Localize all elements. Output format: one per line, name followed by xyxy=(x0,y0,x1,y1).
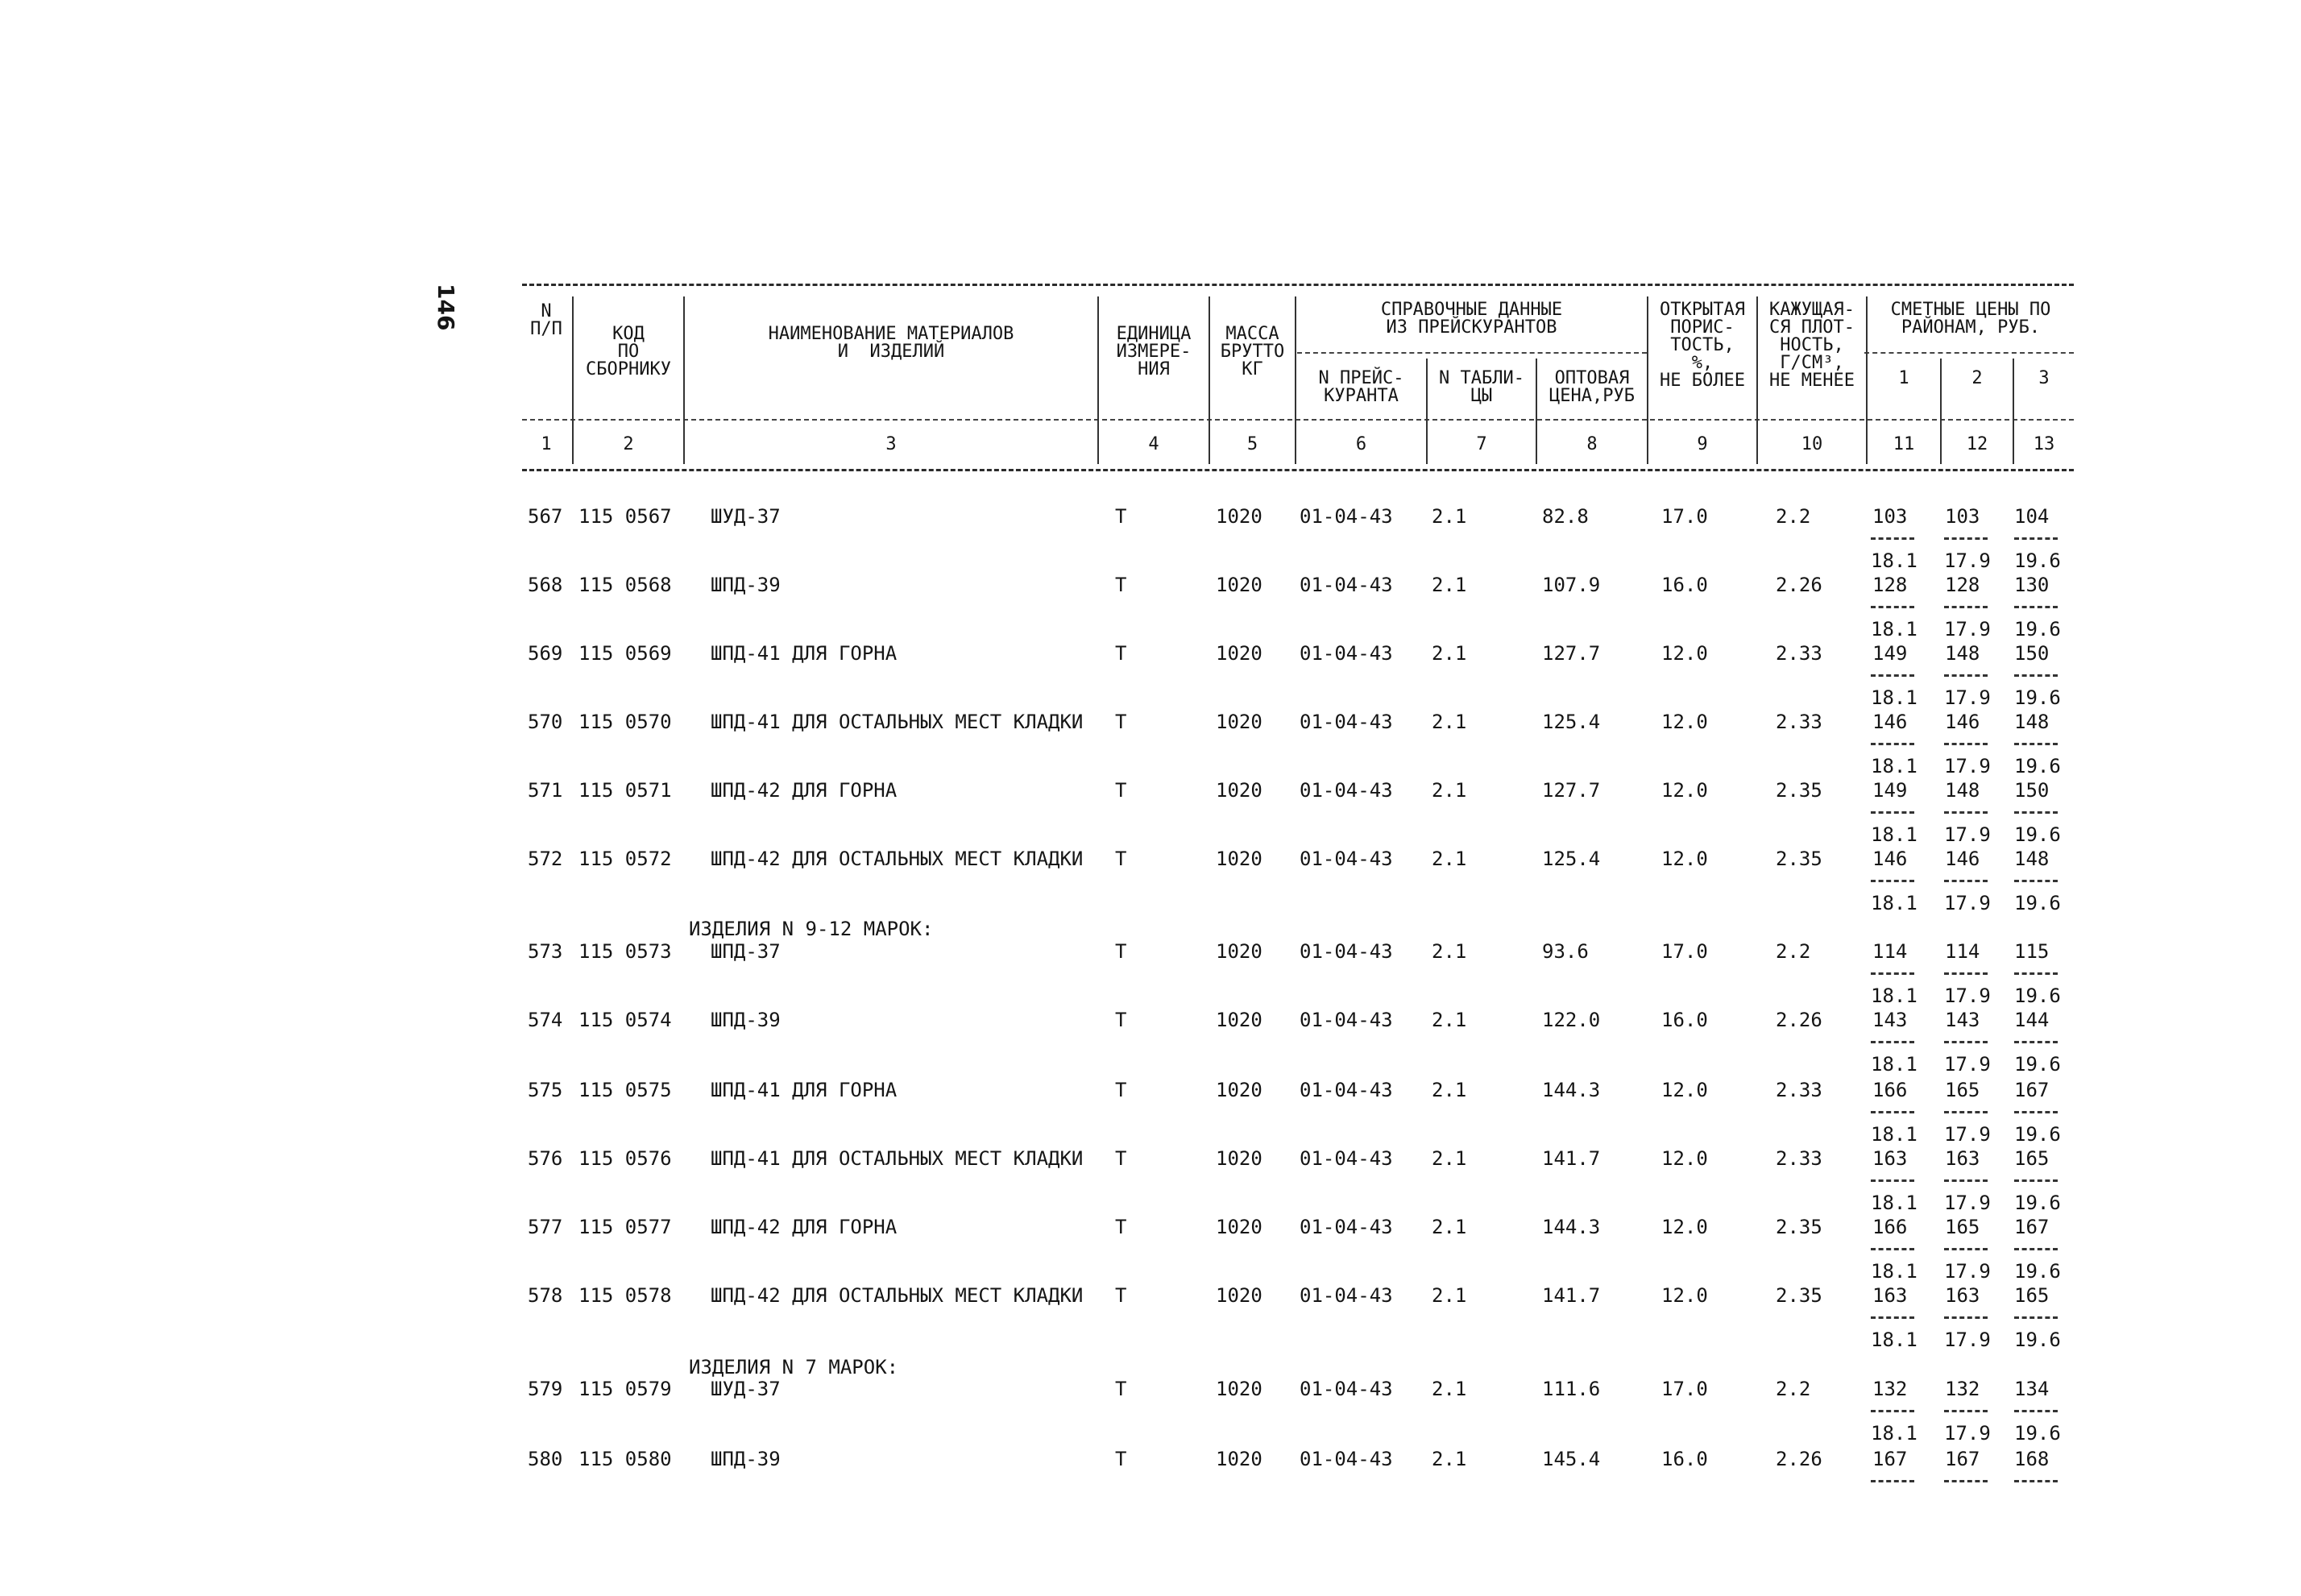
row-number: 570 xyxy=(528,711,563,733)
row-number: 577 xyxy=(528,1216,563,1238)
row-region-coefficient: 17.9 xyxy=(1944,892,1991,914)
row-table-number: 2.1 xyxy=(1432,1216,1467,1238)
row-unit: Т xyxy=(1115,940,1127,963)
row-price-region-1: 149 xyxy=(1872,779,1908,802)
row-unit: Т xyxy=(1115,779,1127,802)
row-porosity: 12.0 xyxy=(1661,642,1708,665)
row-region-coefficient: 19.6 xyxy=(2014,1329,2061,1351)
row-region-coefficient: 17.9 xyxy=(1944,985,1991,1007)
row-wholesale-price: 144.3 xyxy=(1542,1079,1601,1101)
header-col-13: 3 xyxy=(2038,368,2050,388)
column-number: 4 xyxy=(1148,434,1159,454)
header-col-8: ОПТОВАЯ ЦЕНА,РУБ xyxy=(1549,368,1635,406)
row-table-number: 2.1 xyxy=(1432,940,1467,963)
column-number: 6 xyxy=(1355,434,1367,454)
row-wholesale-price: 107.9 xyxy=(1542,574,1601,596)
row-mass: 1020 xyxy=(1216,1009,1262,1031)
row-pricelist-number: 01-04-43 xyxy=(1300,1009,1393,1031)
row-price-region-3: 134 xyxy=(2014,1378,2050,1400)
price-underline xyxy=(1944,537,1988,540)
row-region-coefficient: 17.9 xyxy=(1944,1192,1991,1214)
row-region-coefficient: 19.6 xyxy=(2014,686,2061,709)
header-col-9: ОТКРЫТАЯ ПОРИС- ТОСТЬ, %, НЕ БОЛЕЕ xyxy=(1660,300,1745,391)
price-underline xyxy=(1944,811,1988,814)
row-price-region-1: 103 xyxy=(1872,505,1908,528)
row-price-region-1: 149 xyxy=(1872,642,1908,665)
row-code: 115 0577 xyxy=(578,1216,672,1238)
row-unit: Т xyxy=(1115,1216,1127,1238)
row-pricelist-number: 01-04-43 xyxy=(1300,1378,1393,1400)
row-density: 2.26 xyxy=(1776,1009,1822,1031)
row-porosity: 16.0 xyxy=(1661,1448,1708,1470)
row-unit: Т xyxy=(1115,574,1127,596)
price-underline xyxy=(2014,606,2058,608)
row-table-number: 2.1 xyxy=(1432,1378,1467,1400)
header-col-12: 2 xyxy=(1971,368,1983,388)
row-unit: Т xyxy=(1115,1147,1127,1170)
header-sub-rule-ref xyxy=(1297,352,1647,354)
row-unit: Т xyxy=(1115,1079,1127,1101)
column-number: 5 xyxy=(1246,434,1258,454)
row-region-coefficient: 18.1 xyxy=(1871,686,1918,709)
price-underline xyxy=(1871,811,1914,814)
row-region-coefficient: 17.9 xyxy=(1944,1123,1991,1146)
row-region-coefficient: 18.1 xyxy=(1871,618,1918,640)
price-underline xyxy=(1871,1111,1914,1113)
row-region-coefficient: 19.6 xyxy=(2014,823,2061,846)
header-col-3: НАИМЕНОВАНИЕ МАТЕРИАЛОВ И ИЗДЕЛИЙ xyxy=(768,324,1014,362)
row-price-region-2: 114 xyxy=(1945,940,1980,963)
row-number: 576 xyxy=(528,1147,563,1170)
row-porosity: 16.0 xyxy=(1661,1009,1708,1031)
row-region-coefficient: 18.1 xyxy=(1871,823,1918,846)
row-wholesale-price: 125.4 xyxy=(1542,711,1601,733)
row-mass: 1020 xyxy=(1216,1079,1262,1101)
row-number: 574 xyxy=(528,1009,563,1031)
row-pricelist-number: 01-04-43 xyxy=(1300,574,1393,596)
row-price-region-3: 144 xyxy=(2014,1009,2050,1031)
price-underline xyxy=(2014,1041,2058,1043)
row-number: 571 xyxy=(528,779,563,802)
row-region-coefficient: 18.1 xyxy=(1871,549,1918,572)
row-price-region-2: 148 xyxy=(1945,642,1980,665)
row-price-region-2: 165 xyxy=(1945,1079,1980,1101)
row-density: 2.26 xyxy=(1776,574,1822,596)
price-underline xyxy=(2014,880,2058,882)
column-number: 2 xyxy=(623,434,634,454)
price-underline xyxy=(1871,972,1914,975)
row-unit: Т xyxy=(1115,1284,1127,1307)
row-region-coefficient: 19.6 xyxy=(2014,1053,2061,1076)
row-wholesale-price: 125.4 xyxy=(1542,848,1601,870)
row-pricelist-number: 01-04-43 xyxy=(1300,779,1393,802)
row-wholesale-price: 111.6 xyxy=(1542,1378,1601,1400)
row-price-region-3: 167 xyxy=(2014,1216,2050,1238)
row-density: 2.33 xyxy=(1776,642,1822,665)
header-col-7: N ТАБЛИ- ЦЫ xyxy=(1439,368,1524,406)
price-underline xyxy=(2014,674,2058,677)
header-bottom-rule xyxy=(522,469,2074,471)
row-material-name: ШПД-39 xyxy=(711,574,781,596)
row-density: 2.2 xyxy=(1776,940,1811,963)
row-price-region-1: 114 xyxy=(1872,940,1908,963)
row-wholesale-price: 141.7 xyxy=(1542,1284,1601,1307)
row-material-name: ШПД-39 xyxy=(711,1009,781,1031)
row-code: 115 0573 xyxy=(578,940,672,963)
row-region-coefficient: 17.9 xyxy=(1944,618,1991,640)
row-region-coefficient: 17.9 xyxy=(1944,1260,1991,1283)
header-col-6-8: СПРАВОЧНЫЕ ДАННЫЕ ИЗ ПРЕЙСКУРАНТОВ xyxy=(1380,300,1563,338)
row-region-coefficient: 19.6 xyxy=(2014,1260,2061,1283)
row-table-number: 2.1 xyxy=(1432,1009,1467,1031)
header-col-11-13: СМЕТНЫЕ ЦЕНЫ ПО РАЙОНАМ, РУБ. xyxy=(1890,300,2051,338)
row-unit: Т xyxy=(1115,1378,1127,1400)
price-underline xyxy=(2014,972,2058,975)
row-pricelist-number: 01-04-43 xyxy=(1300,1448,1393,1470)
row-pricelist-number: 01-04-43 xyxy=(1300,711,1393,733)
section-header: ИЗДЕЛИЯ N 9-12 МАРОК: xyxy=(689,918,934,940)
row-code: 115 0574 xyxy=(578,1009,672,1031)
row-mass: 1020 xyxy=(1216,642,1262,665)
row-price-region-3: 150 xyxy=(2014,642,2050,665)
row-mass: 1020 xyxy=(1216,848,1262,870)
row-code: 115 0579 xyxy=(578,1378,672,1400)
row-porosity: 12.0 xyxy=(1661,1147,1708,1170)
row-code: 115 0575 xyxy=(578,1079,672,1101)
row-region-coefficient: 19.6 xyxy=(2014,755,2061,777)
price-underline xyxy=(1871,606,1914,608)
row-wholesale-price: 127.7 xyxy=(1542,779,1601,802)
row-price-region-3: 115 xyxy=(2014,940,2050,963)
row-pricelist-number: 01-04-43 xyxy=(1300,940,1393,963)
row-pricelist-number: 01-04-43 xyxy=(1300,1216,1393,1238)
row-number: 575 xyxy=(528,1079,563,1101)
price-underline xyxy=(1871,1480,1914,1482)
row-price-region-1: 163 xyxy=(1872,1147,1908,1170)
header-col-4: ЕДИНИЦА ИЗМЕРЕ- НИЯ xyxy=(1116,324,1192,379)
row-code: 115 0580 xyxy=(578,1448,672,1470)
row-table-number: 2.1 xyxy=(1432,642,1467,665)
row-price-region-1: 143 xyxy=(1872,1009,1908,1031)
row-density: 2.2 xyxy=(1776,1378,1811,1400)
price-underline xyxy=(1944,606,1988,608)
row-price-region-3: 167 xyxy=(2014,1079,2050,1101)
row-price-region-2: 128 xyxy=(1945,574,1980,596)
row-porosity: 12.0 xyxy=(1661,1079,1708,1101)
row-number: 573 xyxy=(528,940,563,963)
row-region-coefficient: 19.6 xyxy=(2014,549,2061,572)
row-material-name: ШПД-41 ДЛЯ ОСТАЛЬНЫХ МЕСТ КЛАДКИ xyxy=(711,711,1084,733)
row-number: 580 xyxy=(528,1448,563,1470)
header-col-11: 1 xyxy=(1898,368,1909,388)
row-unit: Т xyxy=(1115,1448,1127,1470)
price-underline xyxy=(1871,1316,1914,1319)
column-number: 13 xyxy=(2033,434,2055,454)
row-region-coefficient: 19.6 xyxy=(2014,985,2061,1007)
column-number: 7 xyxy=(1476,434,1487,454)
row-material-name: ШУД-37 xyxy=(711,1378,781,1400)
row-mass: 1020 xyxy=(1216,574,1262,596)
header-mid-rule xyxy=(522,419,2074,421)
row-price-region-1: 128 xyxy=(1872,574,1908,596)
header-col-5: МАССА БРУТТО КГ xyxy=(1220,324,1285,379)
row-price-region-2: 167 xyxy=(1945,1448,1980,1470)
price-underline xyxy=(2014,1111,2058,1113)
row-porosity: 16.0 xyxy=(1661,574,1708,596)
price-underline xyxy=(1944,1316,1988,1319)
price-underline xyxy=(1944,1248,1988,1250)
row-price-region-2: 163 xyxy=(1945,1284,1980,1307)
price-underline xyxy=(2014,537,2058,540)
row-table-number: 2.1 xyxy=(1432,1284,1467,1307)
row-region-coefficient: 17.9 xyxy=(1944,686,1991,709)
row-region-coefficient: 18.1 xyxy=(1871,1053,1918,1076)
row-material-name: ШПД-41 ДЛЯ ГОРНА xyxy=(711,1079,898,1101)
row-price-region-2: 132 xyxy=(1945,1378,1980,1400)
column-number: 10 xyxy=(1801,434,1823,454)
row-region-coefficient: 19.6 xyxy=(2014,618,2061,640)
row-porosity: 17.0 xyxy=(1661,1378,1708,1400)
row-pricelist-number: 01-04-43 xyxy=(1300,848,1393,870)
row-porosity: 12.0 xyxy=(1661,779,1708,802)
price-underline xyxy=(2014,1480,2058,1482)
row-region-coefficient: 17.9 xyxy=(1944,823,1991,846)
row-price-region-3: 165 xyxy=(2014,1284,2050,1307)
row-price-region-1: 167 xyxy=(1872,1448,1908,1470)
row-unit: Т xyxy=(1115,1009,1127,1031)
row-pricelist-number: 01-04-43 xyxy=(1300,1079,1393,1101)
row-mass: 1020 xyxy=(1216,1378,1262,1400)
row-material-name: ШУД-37 xyxy=(711,505,781,528)
row-pricelist-number: 01-04-43 xyxy=(1300,642,1393,665)
row-price-region-3: 168 xyxy=(2014,1448,2050,1470)
row-material-name: ШПД-42 ДЛЯ ОСТАЛЬНЫХ МЕСТ КЛАДКИ xyxy=(711,1284,1084,1307)
row-price-region-2: 146 xyxy=(1945,711,1980,733)
column-number: 3 xyxy=(885,434,897,454)
row-density: 2.26 xyxy=(1776,1448,1822,1470)
row-density: 2.33 xyxy=(1776,711,1822,733)
row-region-coefficient: 18.1 xyxy=(1871,1123,1918,1146)
row-code: 115 0572 xyxy=(578,848,672,870)
header-top-rule xyxy=(522,284,2074,286)
price-underline xyxy=(2014,811,2058,814)
row-price-region-1: 163 xyxy=(1872,1284,1908,1307)
row-number: 572 xyxy=(528,848,563,870)
price-underline xyxy=(1871,1410,1914,1412)
row-mass: 1020 xyxy=(1216,1448,1262,1470)
row-code: 115 0576 xyxy=(578,1147,672,1170)
row-mass: 1020 xyxy=(1216,505,1262,528)
row-unit: Т xyxy=(1115,848,1127,870)
row-region-coefficient: 18.1 xyxy=(1871,1422,1918,1445)
row-material-name: ШПД-42 ДЛЯ ГОРНА xyxy=(711,1216,898,1238)
row-code: 115 0571 xyxy=(578,779,672,802)
row-region-coefficient: 19.6 xyxy=(2014,892,2061,914)
row-table-number: 2.1 xyxy=(1432,779,1467,802)
row-material-name: ШПД-42 ДЛЯ ГОРНА xyxy=(711,779,898,802)
price-underline xyxy=(1944,1111,1988,1113)
row-price-region-3: 130 xyxy=(2014,574,2050,596)
row-region-coefficient: 19.6 xyxy=(2014,1192,2061,1214)
column-number: 12 xyxy=(1966,434,1988,454)
row-price-region-1: 166 xyxy=(1872,1216,1908,1238)
row-wholesale-price: 145.4 xyxy=(1542,1448,1601,1470)
row-wholesale-price: 93.6 xyxy=(1542,940,1589,963)
row-density: 2.33 xyxy=(1776,1079,1822,1101)
price-underline xyxy=(2014,1316,2058,1319)
row-price-region-1: 166 xyxy=(1872,1079,1908,1101)
row-wholesale-price: 82.8 xyxy=(1542,505,1589,528)
row-table-number: 2.1 xyxy=(1432,1079,1467,1101)
price-underline xyxy=(1944,1179,1988,1182)
row-mass: 1020 xyxy=(1216,711,1262,733)
price-underline xyxy=(2014,1248,2058,1250)
row-porosity: 12.0 xyxy=(1661,711,1708,733)
header-sub-rule-regions xyxy=(1864,352,2074,354)
header-col-1: N П/П xyxy=(530,301,562,339)
row-number: 578 xyxy=(528,1284,563,1307)
row-price-region-3: 148 xyxy=(2014,711,2050,733)
row-price-region-1: 146 xyxy=(1872,711,1908,733)
column-number: 9 xyxy=(1697,434,1708,454)
row-unit: Т xyxy=(1115,711,1127,733)
row-code: 115 0569 xyxy=(578,642,672,665)
row-number: 579 xyxy=(528,1378,563,1400)
column-number: 11 xyxy=(1893,434,1915,454)
row-number: 567 xyxy=(528,505,563,528)
row-pricelist-number: 01-04-43 xyxy=(1300,1147,1393,1170)
row-material-name: ШПД-41 ДЛЯ ОСТАЛЬНЫХ МЕСТ КЛАДКИ xyxy=(711,1147,1084,1170)
price-underline xyxy=(2014,1179,2058,1182)
header-col-6: N ПРЕЙС- КУРАНТА xyxy=(1318,368,1404,406)
row-price-region-2: 163 xyxy=(1945,1147,1980,1170)
row-code: 115 0568 xyxy=(578,574,672,596)
row-code: 115 0567 xyxy=(578,505,672,528)
row-number: 568 xyxy=(528,574,563,596)
row-density: 2.35 xyxy=(1776,1284,1822,1307)
row-density: 2.33 xyxy=(1776,1147,1822,1170)
row-wholesale-price: 122.0 xyxy=(1542,1009,1601,1031)
price-underline xyxy=(1871,880,1914,882)
price-underline xyxy=(1871,537,1914,540)
row-wholesale-price: 144.3 xyxy=(1542,1216,1601,1238)
row-table-number: 2.1 xyxy=(1432,711,1467,733)
row-table-number: 2.1 xyxy=(1432,1448,1467,1470)
row-mass: 1020 xyxy=(1216,1284,1262,1307)
row-wholesale-price: 141.7 xyxy=(1542,1147,1601,1170)
price-underline xyxy=(1871,674,1914,677)
row-pricelist-number: 01-04-43 xyxy=(1300,1284,1393,1307)
row-price-region-2: 103 xyxy=(1945,505,1980,528)
row-mass: 1020 xyxy=(1216,1147,1262,1170)
price-underline xyxy=(1944,1480,1988,1482)
row-price-region-2: 148 xyxy=(1945,779,1980,802)
row-region-coefficient: 17.9 xyxy=(1944,755,1991,777)
row-mass: 1020 xyxy=(1216,1216,1262,1238)
row-unit: Т xyxy=(1115,505,1127,528)
row-table-number: 2.1 xyxy=(1432,848,1467,870)
row-mass: 1020 xyxy=(1216,940,1262,963)
row-price-region-2: 143 xyxy=(1945,1009,1980,1031)
row-porosity: 17.0 xyxy=(1661,505,1708,528)
row-porosity: 12.0 xyxy=(1661,1284,1708,1307)
row-region-coefficient: 17.9 xyxy=(1944,1053,1991,1076)
row-porosity: 12.0 xyxy=(1661,848,1708,870)
row-table-number: 2.1 xyxy=(1432,574,1467,596)
price-underline xyxy=(1871,1041,1914,1043)
price-underline xyxy=(1944,1041,1988,1043)
row-price-region-3: 165 xyxy=(2014,1147,2050,1170)
row-mass: 1020 xyxy=(1216,779,1262,802)
row-porosity: 12.0 xyxy=(1661,1216,1708,1238)
row-density: 2.35 xyxy=(1776,1216,1822,1238)
row-density: 2.2 xyxy=(1776,505,1811,528)
price-underline xyxy=(1871,743,1914,745)
row-region-coefficient: 19.6 xyxy=(2014,1123,2061,1146)
price-underline xyxy=(2014,743,2058,745)
row-density: 2.35 xyxy=(1776,848,1822,870)
row-region-coefficient: 18.1 xyxy=(1871,985,1918,1007)
row-region-coefficient: 18.1 xyxy=(1871,755,1918,777)
price-underline xyxy=(1944,972,1988,975)
price-underline xyxy=(2014,1410,2058,1412)
row-pricelist-number: 01-04-43 xyxy=(1300,505,1393,528)
row-wholesale-price: 127.7 xyxy=(1542,642,1601,665)
row-density: 2.35 xyxy=(1776,779,1822,802)
row-price-region-1: 132 xyxy=(1872,1378,1908,1400)
row-material-name: ШПД-42 ДЛЯ ОСТАЛЬНЫХ МЕСТ КЛАДКИ xyxy=(711,848,1084,870)
price-underline xyxy=(1944,880,1988,882)
row-material-name: ШПД-37 xyxy=(711,940,781,963)
row-region-coefficient: 17.9 xyxy=(1944,1329,1991,1351)
row-region-coefficient: 19.6 xyxy=(2014,1422,2061,1445)
row-price-region-1: 146 xyxy=(1872,848,1908,870)
row-code: 115 0570 xyxy=(578,711,672,733)
row-price-region-2: 165 xyxy=(1945,1216,1980,1238)
price-underline xyxy=(1944,1410,1988,1412)
row-region-coefficient: 18.1 xyxy=(1871,1329,1918,1351)
header-col-2: КОД ПО СБОРНИКУ xyxy=(586,324,671,379)
row-price-region-3: 150 xyxy=(2014,779,2050,802)
row-region-coefficient: 17.9 xyxy=(1944,1422,1991,1445)
row-price-region-3: 104 xyxy=(2014,505,2050,528)
row-region-coefficient: 17.9 xyxy=(1944,549,1991,572)
row-region-coefficient: 18.1 xyxy=(1871,1192,1918,1214)
price-underline xyxy=(1944,674,1988,677)
price-underline xyxy=(1944,743,1988,745)
row-unit: Т xyxy=(1115,642,1127,665)
row-region-coefficient: 18.1 xyxy=(1871,892,1918,914)
section-header: ИЗДЕЛИЯ N 7 МАРОК: xyxy=(689,1356,899,1378)
row-price-region-3: 148 xyxy=(2014,848,2050,870)
row-number: 569 xyxy=(528,642,563,665)
page-number: 146 xyxy=(433,284,459,331)
header-col-10: КАЖУЩАЯ- СЯ ПЛОТ- НОСТЬ, Г/СМ³, НЕ МЕНЕЕ xyxy=(1769,300,1855,391)
row-price-region-2: 146 xyxy=(1945,848,1980,870)
row-material-name: ШПД-41 ДЛЯ ГОРНА xyxy=(711,642,898,665)
column-number: 8 xyxy=(1586,434,1598,454)
price-underline xyxy=(1871,1248,1914,1250)
row-material-name: ШПД-39 xyxy=(711,1448,781,1470)
row-code: 115 0578 xyxy=(578,1284,672,1307)
column-number: 1 xyxy=(541,434,552,454)
row-table-number: 2.1 xyxy=(1432,505,1467,528)
row-porosity: 17.0 xyxy=(1661,940,1708,963)
row-table-number: 2.1 xyxy=(1432,1147,1467,1170)
row-region-coefficient: 18.1 xyxy=(1871,1260,1918,1283)
price-underline xyxy=(1871,1179,1914,1182)
